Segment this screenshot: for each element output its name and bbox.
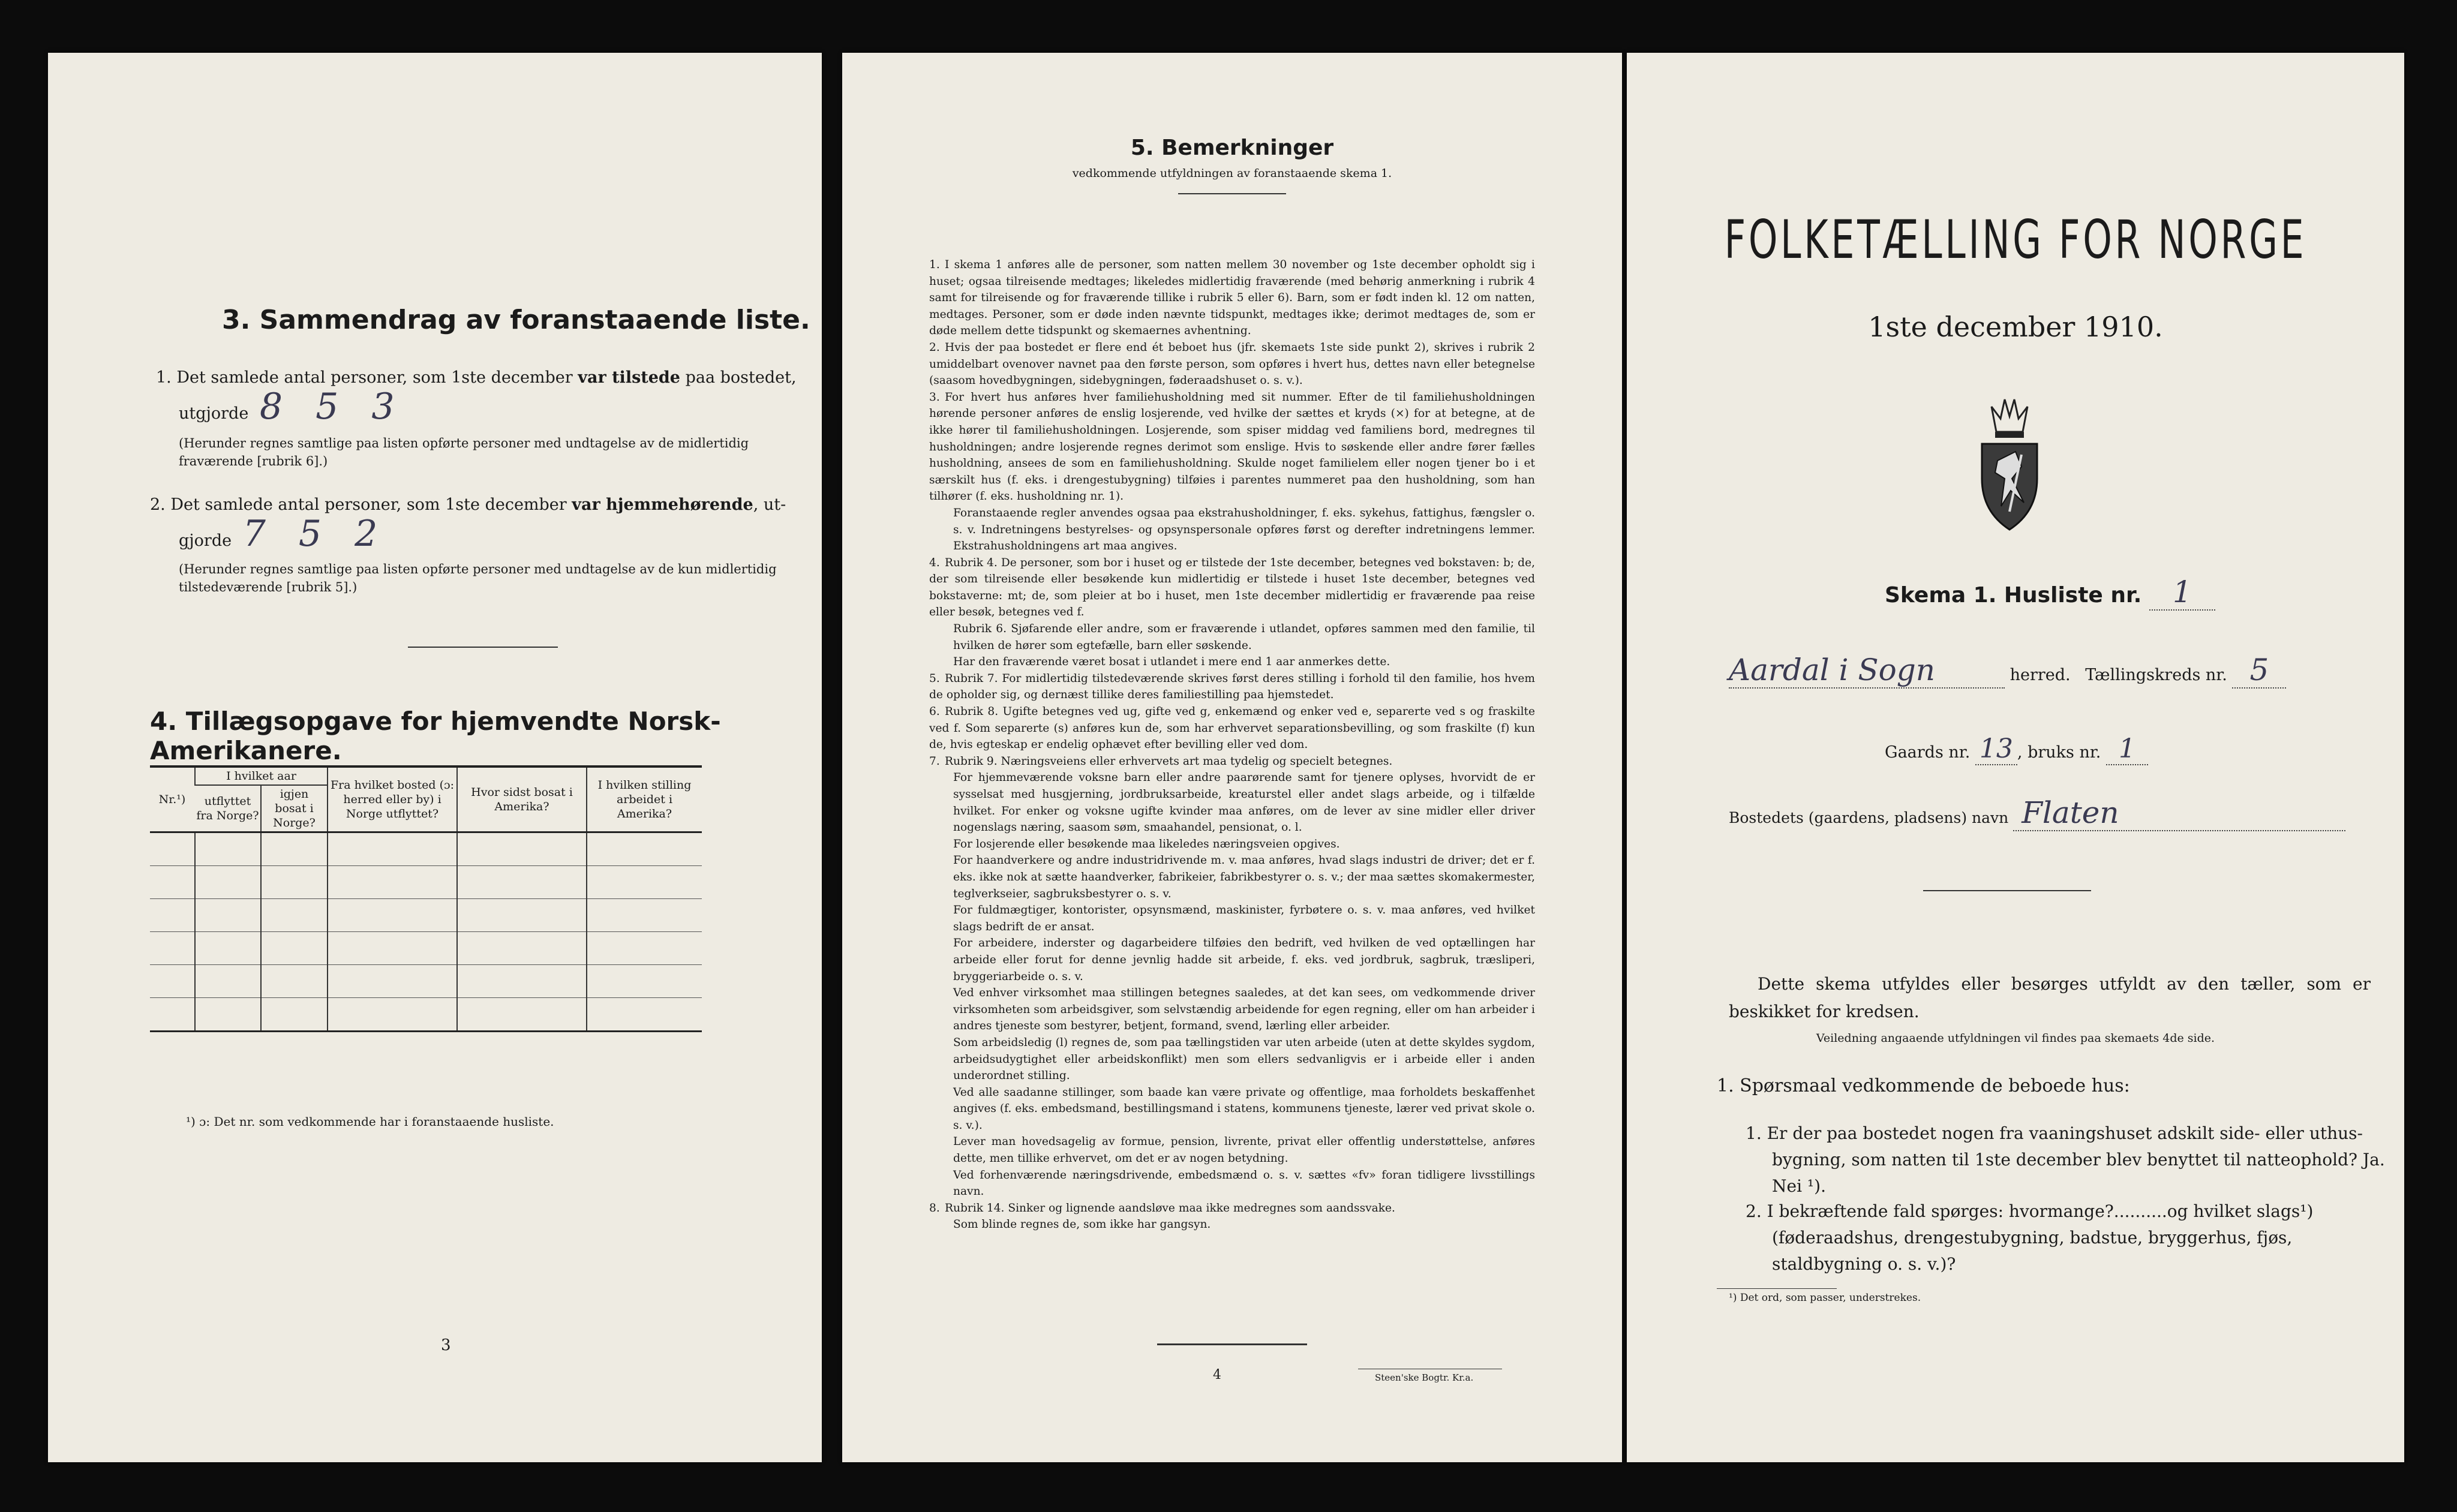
divider: [1178, 193, 1286, 194]
question-2: 2. I bekræftende fald spørges: hvormange?..........og hvilket slags¹) (føderaadshus, drengestubygning, badstue, bryggerhus, fjøs, staldbygning o. s. v.)?: [1746, 1201, 2314, 1274]
ornament-divider: [1923, 890, 2091, 891]
remark-item: For fuldmægtiger, kontorister, opsynsmænd, maskinister, fyrbøtere o. s. v. maa anføres, ved hvilket slags bedrift de er ansat.: [953, 904, 1535, 933]
remark-item: Ved enhver virksomhet maa stillingen betegnes saaledes, at det kan sees, om vedkommende driver virksomheten som arbeidsgiver, som selvstændig arbeidende for egen regning, eller om han arbeider i andres tjeneste som bestyrer, betjent, formand, svend, lærling eller arbeider.: [953, 987, 1535, 1033]
remarks-subtitle: vedkommende utfyldningen av foranstaaende skema 1.: [1072, 167, 1392, 180]
remark-item: 2. Hvis der paa bostedet er flere end ét beboet hus (jfr. skemaets 1ste side punkt 2), skrives i rubrik 2 umiddelbart ovenover navnet paa den første person, som opføres i hvert hus, dettes navn eller betegnelse (saasom hovedbygningen, sidebygningen, føderaadshuset o. s. v.).: [929, 341, 1535, 387]
skema-label: Skema 1. Husliste nr. 1: [1885, 575, 2215, 611]
divider: [408, 647, 558, 648]
census-title: FOLKETÆLLING FOR NORGE: [1724, 209, 2307, 270]
remark-item: 5. Rubrik 7. For midlertidig tilstedeværende skrives først deres stilling i forhold til den familie, hos hvem de opholder sig, og dernæst tillike deres familiestilling paa hjemstedet.: [929, 672, 1535, 702]
table-footnote: ¹) ɔ: Det nr. som vedkommende har i foranstaaende husliste.: [186, 1114, 554, 1129]
remark-item: Foranstaaende regler anvendes ogsaa paa ekstrahusholdninger, f. eks. sykehus, fattighus, fængsler o. s. v. Indretningens bestyrelses- og opsynspersonale opføres først og derefter indretningens lemmer. Ekstrahusholdningens art maa angives.: [953, 506, 1535, 553]
remark-item: For arbeidere, inderster og dagarbeidere tilføies den bedrift, ved hvilken de ved optællingen har arbeide eller forut for denne jevnlig hadde sit arbeide, f. eks. ved jordbruk, sagbruk, træsliperi, bryggeriarbeide o. s. v.: [953, 937, 1535, 983]
question-1: 1. Er der paa bostedet nogen fra vaaningshuset adskilt side- eller uthus-bygning, som natten til 1ste december blev benyttet til natteophold? Ja. Nei ¹).: [1746, 1123, 2385, 1196]
gaards-nr-value: 13: [1975, 734, 2017, 765]
norwegian-coat-of-arms-icon: [1974, 389, 2046, 535]
table-row: [150, 832, 702, 866]
page-1-cover: [1627, 53, 2404, 1462]
remark-item: 1. I skema 1 anføres alle de personer, som natten mellem 30 november og 1ste december opholdt sig i huset; ogsaa tilreisende medtages; likeledes midlertidig fraværende (med behørig anmerkning i rubrik 4 samt for tilreisende og for fraværende tillike i rubrik 5 eller 6). Barn, som er født inden kl. 12 om natten, medtages. Personer, som er døde inden nævnte tidspunkt, medtages ikke; derimot medtages de, som er døde mellem dette tidspunkt og skemaernes avhentning.: [929, 258, 1535, 338]
cover-footnote: ¹) Det ord, som passer, understrekes.: [1729, 1292, 1921, 1304]
remarks-title: 5. Bemerkninger: [1130, 136, 1334, 160]
remark-item: 8. Rubrik 14. Sinker og lignende aandsløve maa ikke medregnes som aandssvake.: [929, 1201, 1395, 1215]
norsk-amerikanere-table: [150, 765, 702, 1032]
page-number: 3: [441, 1336, 451, 1354]
questions-heading: 1. Spørsmaal vedkommende de beboede hus:: [1717, 1075, 2130, 1096]
divider: [1717, 1288, 1837, 1289]
remarks-list: [929, 257, 1535, 1233]
col-header-fra: Fra hvilket bosted (ɔ: herred eller by) i Norge utflyttet?: [328, 766, 457, 832]
remark-item: For haandverkere og andre industridrivende m. v. maa anføres, hvad slags industri de driver; det er f. eks. ikke nok at sætte haandverker, fabrikeier, fabrikbestyrer o. s. v.; der maa sættes skomakermester, teglverkseier, sagbruksbestyrer o. s. v.: [953, 854, 1535, 900]
col-header-stilling: I hvilken stilling arbeidet i Amerika?: [587, 766, 702, 832]
section-3-title: 3. Sammendrag av foranstaaende liste.: [222, 305, 810, 335]
summary-item-2: 2. Det samlede antal personer, som 1ste december var hjemmehørende, ut-: [150, 495, 786, 514]
veiledning-text: Veiledning angaaende utfyldningen vil findes paa skemaets 4de side.: [1816, 1032, 2215, 1045]
handwritten-count-present: 8 5 3: [259, 386, 406, 428]
bosted-value: Flaten: [2013, 795, 2345, 831]
remark-item: Har den fraværende været bosat i utlandet i mere end 1 aar anmerkes dette.: [953, 656, 1390, 669]
table-row: [150, 899, 702, 932]
summary-item-1-utgjorde: utgjorde 8 5 3: [179, 386, 406, 428]
divider: [1157, 1343, 1307, 1345]
col-group-header: I hvilket aar: [195, 766, 328, 785]
col-header-hvor: Hvor sidst bosat i Amerika?: [457, 766, 587, 832]
table-row: [150, 932, 702, 965]
remark-item: Ved alle saadanne stillinger, som baade kan være private og offentlige, maa forholdets beskaffenhet angives (f. eks. embedsmand, bestillingsmand i statens, kommunens tjeneste, lærer ved privat skole o. s. v.).: [953, 1086, 1535, 1132]
bruks-nr-value: 1: [2106, 734, 2148, 765]
summary-item-1-note: (Herunder regnes samtlige paa listen opførte personer med undtagelse av de midlertidig fraværende [rubrik 6].): [179, 436, 749, 468]
taellingskreds-value: 5: [2232, 653, 2286, 689]
col-header-igjen: igjen bosat i Norge?: [261, 785, 328, 832]
husliste-number-value: 1: [2149, 575, 2215, 611]
remark-item: For losjerende eller besøkende maa likeledes næringsveien opgives.: [953, 837, 1340, 850]
col-header-nr: Nr.¹): [150, 766, 195, 832]
census-date: 1ste december 1910.: [1868, 311, 2163, 343]
intro-text: Dette skema utfyldes eller besørges utfyldt av den tæller, som er beskikket for kredsen.: [1729, 974, 2371, 1021]
handwritten-count-resident: 7 5 2: [242, 513, 389, 555]
summary-item-2-note: (Herunder regnes samtlige paa listen opførte personer med undtagelse av de kun midlertidig tilstedeværende [rubrik 5].): [179, 562, 777, 594]
remark-item: 6. Rubrik 8. Ugifte betegnes ved ug, gifte ved g, enkemænd og enker ved e, separerte ved s og fraskilte ved f. Som separerte (s) anføres kun de, som har erhvervet separationsbevilling, og som fraskilte (f) kun de, hvis egteskap er endelig ophævet efter bevilling eller ved dom.: [929, 705, 1535, 752]
herred-value: Aardal i Sogn: [1729, 653, 2005, 689]
remark-item: Rubrik 6. Sjøfarende eller andre, som er fraværende i utlandet, opføres sammen med den familie, til hvilken de hører som egtefælle, barn eller søskende.: [953, 623, 1535, 652]
summary-item-2-utgjorde: gjorde 7 5 2: [179, 513, 389, 555]
col-header-utflyttet: utflyttet fra Norge?: [195, 785, 261, 832]
remark-item: Som arbeidsledig (l) regnes de, som paa tællingstiden var uten arbeide (uten at dette skyldes sygdom, arbeidsudygtighet eller arbeidskonflikt) men som ellers sedvanligvis er i arbeide eller i anden underordnet stilling.: [953, 1036, 1535, 1083]
page-3: [48, 53, 822, 1462]
herred-row: Aardal i Sogn herred. Tællingskreds nr. 5: [1729, 653, 2365, 689]
remark-item: For hjemmeværende voksne barn eller andre paarørende samt for tjenere oplyses, hvorvidt de er sysselsat med husgjerning, jordbruksarbeide, kreaturstel eller andet slags arbeide, og i tilfælde hvilket. For enker og voksne ugifte kvinder maa anføres, om de lever av sine midler eller driver nogenslags næring, saasom søm, smaahandel, pensionat, o. l.: [953, 771, 1535, 834]
gaard-row: Gaards nr. 13 , bruks nr. 1: [1885, 734, 2148, 765]
bosted-row: Bostedets (gaardens, pladsens) navn Flaten: [1729, 795, 2389, 831]
remark-item: Som blinde regnes de, som ikke har gangsyn.: [953, 1218, 1211, 1231]
remark-item: 4. Rubrik 4. De personer, som bor i huset og er tilstede der 1ste december, betegnes ved bokstaven: b; de, der som tilreisende eller besøkende kun midlertidig er tilstede i huset 1ste december, betegnes ved bokstaverne: mt; de, som pleier at bo i huset, men 1ste december midlertidig er fraværende paa reise eller besøk, betegnes ved f.: [929, 556, 1535, 619]
table-row: [150, 965, 702, 998]
remark-item: Lever man hovedsagelig av formue, pension, livrente, privat eller offentlig understøttelse, anføres dette, men tillike erhvervet, om det er av nogen betydning.: [953, 1135, 1535, 1165]
remark-item: Ved forhenværende næringsdrivende, embedsmænd o. s. v. sættes «fv» foran tidligere livsstillings navn.: [953, 1168, 1535, 1198]
section-4-title: 4. Tillægsopgave for hjemvendte Norsk-Amerikanere.: [150, 707, 721, 765]
table-row: [150, 998, 702, 1032]
summary-item-1: 1. Det samlede antal personer, som 1ste december var tilstede paa bostedet,: [156, 368, 797, 387]
remark-item: 7. Rubrik 9. Næringsveiens eller erhvervets art maa tydelig og specielt betegnes.: [929, 755, 1393, 768]
remark-item: 3. For hvert hus anføres hver familiehusholdning med sit nummer. Efter de til familiehusholdningen hørende personer anføres de enslig losjerende, ved hvilke der sættes et kryds (×) for at betegne, at de ikke hører til familiehusholdningen. Losjerende, som spiser middag ved familiens bord, medregnes til husholdningen; andre losjerende regnes derimot som enslige. Hvis to søskende eller andre fører fælles husholdning, ansees de som en familiehusholdning. Skulde noget familielem eller nogen tjener bo i et særskilt hus (f. eks. i drengestubygning) tilføies i parentes nummeret paa den husholdning, som han tilhører (f. eks. husholdning nr. 1).: [929, 390, 1535, 503]
printer-mark: Steen'ske Bogtr. Kr.a.: [1375, 1372, 1474, 1383]
page-4: [842, 53, 1622, 1462]
page-number: 4: [1213, 1367, 1221, 1382]
table-row: [150, 866, 702, 899]
